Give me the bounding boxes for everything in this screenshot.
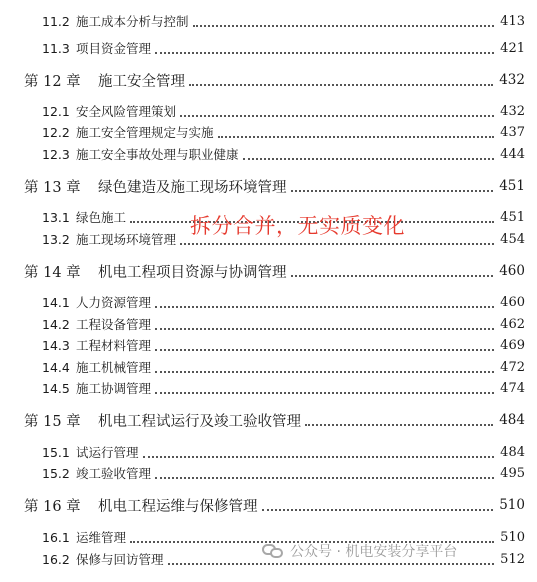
toc-number: 12.3: [42, 146, 70, 162]
toc-title: 绿色建造及施工现场环境管理: [98, 179, 287, 196]
toc-page-number: 472: [500, 359, 525, 375]
dot-leader: [155, 349, 494, 351]
toc-title: 项目资金管理: [76, 41, 152, 56]
toc-title: 施工成本分析与控制: [76, 14, 189, 29]
toc-page-number: 474: [500, 380, 525, 396]
toc-chapter-row: [0, 494, 537, 516]
watermark: [262, 541, 457, 561]
toc-number: 14.1: [42, 294, 70, 310]
dot-leader: [291, 275, 494, 277]
toc-page-number: 484: [499, 412, 525, 428]
toc-page-number: 462: [500, 316, 525, 332]
dot-leader: [155, 52, 494, 54]
toc-title: 工程设备管理: [76, 317, 152, 332]
toc-title: 安全风险管理策划: [76, 104, 177, 119]
toc-number: 14.5: [42, 380, 70, 396]
toc-page-number: 512: [500, 551, 525, 567]
dot-leader: [168, 563, 495, 565]
toc-page-number: 451: [500, 209, 525, 225]
toc-number: 第 16 章: [24, 498, 81, 515]
toc-number: 16.2: [42, 551, 70, 567]
toc-title: 竣工验收管理: [76, 466, 152, 481]
toc-title: 人力资源管理: [76, 295, 152, 310]
toc-number: 11.2: [42, 13, 70, 29]
toc-title: 机电工程试运行及竣工验收管理: [98, 413, 301, 430]
dot-leader: [218, 136, 495, 138]
toc-number: 第 15 章: [24, 413, 81, 430]
toc-title: 机电工程项目资源与协调管理: [98, 264, 287, 281]
toc-title: 施工协调管理: [76, 381, 152, 396]
toc-page-number: 460: [500, 294, 525, 310]
dot-leader: [189, 84, 493, 86]
toc-title: 机电工程运维与保修管理: [98, 498, 258, 515]
toc-section-row: [0, 356, 537, 378]
dot-leader: [291, 190, 494, 192]
toc-title: 工程材料管理: [76, 338, 152, 353]
dot-leader: [155, 477, 494, 479]
toc-number: 12.1: [42, 103, 70, 119]
toc-page-number: 510: [500, 529, 525, 545]
toc-page-number: 451: [499, 178, 525, 194]
toc-page-number: 484: [500, 444, 525, 460]
toc-chapter-row: [0, 409, 537, 431]
toc-chapter-row: [0, 260, 537, 282]
toc-number: 11.3: [42, 40, 70, 56]
toc-page-number: 432: [500, 103, 525, 119]
toc-number: 13.2: [42, 231, 70, 247]
toc-title: 运维管理: [76, 530, 127, 545]
toc-number: 14.4: [42, 359, 70, 375]
toc-number: 13.1: [42, 209, 70, 225]
dot-leader: [155, 371, 494, 373]
dot-leader: [143, 456, 495, 458]
toc-page-number: 495: [500, 465, 525, 481]
toc-page-number: 421: [500, 40, 525, 56]
toc-section-row: [0, 121, 537, 143]
toc-title: 施工现场环境管理: [76, 232, 177, 247]
wechat-icon: [262, 542, 284, 560]
dot-leader: [155, 328, 494, 330]
toc-section-row: [0, 10, 537, 32]
toc-title: 绿色施工: [76, 210, 127, 225]
toc-section-row: [0, 441, 537, 463]
dot-leader: [180, 243, 494, 245]
toc-page-number: 460: [499, 263, 525, 279]
toc-title: 施工安全管理: [98, 73, 185, 90]
toc-number: 第 13 章: [24, 179, 81, 196]
dot-leader: [180, 115, 494, 117]
dot-leader: [193, 25, 495, 27]
toc-title: 施工安全管理规定与实施: [76, 125, 214, 140]
toc-section-row: [0, 334, 537, 356]
toc-title: 施工安全事故处理与职业健康: [76, 147, 239, 162]
toc-chapter-row: [0, 69, 537, 91]
toc-number: 14.3: [42, 337, 70, 353]
toc-section-row: [0, 37, 537, 59]
watermark-text: 公众号 · 机电安装分享平台: [290, 544, 458, 560]
dot-leader: [305, 424, 493, 426]
toc-page-number: 469: [500, 337, 525, 353]
toc-number: 15.1: [42, 444, 70, 460]
toc-section-row: [0, 377, 537, 399]
toc-number: 第 12 章: [24, 73, 81, 90]
dot-leader: [262, 509, 494, 511]
toc-page-number: 432: [499, 72, 525, 88]
toc-number: 第 14 章: [24, 264, 81, 281]
toc-section-row: [0, 291, 537, 313]
toc-section-row: [0, 313, 537, 335]
toc-page-number: 444: [500, 146, 525, 162]
toc-section-row: [0, 462, 537, 484]
toc-number: 16.1: [42, 529, 70, 545]
toc-section-row: [0, 100, 537, 122]
toc-number: 14.2: [42, 316, 70, 332]
toc-page-number: 437: [500, 124, 525, 140]
toc-title: 施工机械管理: [76, 360, 152, 375]
toc-chapter-row: [0, 175, 537, 197]
toc-section-row: [0, 143, 537, 165]
dot-leader: [155, 306, 494, 308]
dot-leader: [155, 392, 494, 394]
toc-page-number: 454: [500, 231, 525, 247]
dot-leader: [243, 158, 495, 160]
toc-page-number: 510: [499, 497, 525, 513]
toc-page-number: 413: [500, 13, 525, 29]
red-annotation: 拆分合并，无实质变化: [190, 214, 405, 238]
toc-title: 保修与回访管理: [76, 552, 164, 567]
toc-title: 试运行管理: [76, 445, 139, 460]
toc-number: 15.2: [42, 465, 70, 481]
toc-number: 12.2: [42, 124, 70, 140]
